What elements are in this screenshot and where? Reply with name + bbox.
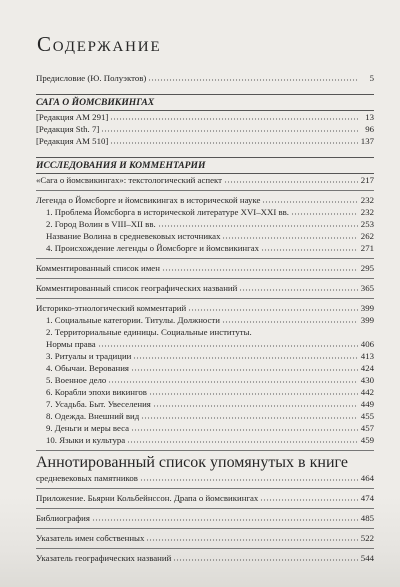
- page-number: 399: [360, 303, 374, 313]
- page-number: 413: [360, 351, 374, 361]
- dot-leader: [149, 389, 358, 395]
- toc-entry[interactable]: [36, 422, 374, 434]
- dot-leader: [101, 126, 358, 132]
- page-number: 253: [360, 219, 374, 229]
- page-number: 232: [360, 207, 374, 217]
- toc-entry-label: Комментированный список географических названий: [36, 283, 238, 293]
- toc-entry-label: Аннотированный список упомянутых в книге: [36, 454, 348, 471]
- dot-leader: [140, 475, 358, 481]
- toc-entry[interactable]: [36, 206, 374, 218]
- toc-entry[interactable]: [36, 434, 374, 446]
- page-number: 442: [360, 387, 374, 397]
- page-number: 295: [360, 263, 374, 273]
- toc-entry[interactable]: [36, 532, 374, 544]
- toc-entry-label: 1. Социальные категории. Титулы. Должности: [46, 315, 220, 325]
- dot-leader: [98, 341, 358, 347]
- toc-entry[interactable]: [36, 374, 374, 386]
- dot-leader: [110, 114, 358, 120]
- page-number: 399: [360, 315, 374, 325]
- entry-separator: [36, 190, 374, 191]
- toc-entry-label: «Сага о йомсвикингах»: текстологический аспект: [36, 175, 222, 185]
- toc-entry-label: 7. Усадьба. Быт. Увеселения: [46, 399, 151, 409]
- toc-entry[interactable]: [36, 302, 374, 314]
- page-number: 474: [360, 493, 374, 503]
- toc-entry[interactable]: [36, 282, 374, 294]
- page-number: 424: [360, 363, 374, 373]
- toc-entry[interactable]: [36, 111, 374, 123]
- dot-leader: [262, 197, 358, 203]
- toc-entry[interactable]: [36, 410, 374, 422]
- entry-separator: [36, 488, 374, 489]
- page-number: 430: [360, 375, 374, 385]
- toc-entry-label: 4. Происхождение легенды о Йомсборге и йомсвикингах: [46, 243, 260, 253]
- entry-separator: [36, 528, 374, 529]
- toc-entry[interactable]: [36, 242, 374, 254]
- toc-entry-label: [Редакция Sth. 7]: [36, 124, 100, 134]
- toc-entry[interactable]: [36, 512, 374, 524]
- toc-entry[interactable]: [36, 218, 374, 230]
- toc-entry-label: 10. Языки и культура: [46, 435, 126, 445]
- dot-leader: [158, 221, 358, 227]
- section-heading: ИССЛЕДОВАНИЯ И КОММЕНТАРИИ: [36, 157, 374, 174]
- dot-leader: [222, 233, 358, 239]
- entry-separator: [36, 548, 374, 549]
- page-number: 464: [360, 473, 374, 483]
- dot-leader: [92, 515, 358, 521]
- dot-leader: [261, 245, 358, 251]
- dot-leader: [131, 365, 358, 371]
- toc-entry-label: Указатель имен собственных: [36, 533, 145, 543]
- toc-entry[interactable]: [36, 135, 374, 147]
- dot-leader: [188, 305, 358, 311]
- dot-leader: [108, 377, 358, 383]
- dot-leader: [127, 437, 358, 443]
- toc-entry-label: 1. Проблема Йомсборга в исторической литературе XVI–XXI вв.: [46, 207, 289, 217]
- page-number: 459: [360, 435, 374, 445]
- page-number: 455: [360, 411, 374, 421]
- dot-leader: [141, 413, 358, 419]
- entry-separator: [36, 508, 374, 509]
- toc-entry-label: 2. Территориальные единицы. Социальные институты.: [46, 327, 252, 337]
- dot-leader: [224, 177, 358, 183]
- toc-entry[interactable]: [36, 314, 374, 326]
- page-number: 5: [369, 73, 374, 83]
- toc-entry-label: Комментированный список имен: [36, 263, 160, 273]
- dot-leader: [148, 75, 358, 81]
- page-number: 137: [360, 136, 374, 146]
- toc-entry-label: 4. Обычаи. Верования: [46, 363, 129, 373]
- page-number: 406: [360, 339, 374, 349]
- entry-separator: [36, 298, 374, 299]
- toc-entry[interactable]: [36, 386, 374, 398]
- entry-separator: [36, 258, 374, 259]
- page-number: 13: [365, 112, 374, 122]
- toc-entry[interactable]: [36, 194, 374, 206]
- dot-leader: [131, 425, 358, 431]
- toc-entry-label: Библиография: [36, 513, 90, 523]
- dot-leader: [291, 209, 358, 215]
- page-number: 271: [360, 243, 374, 253]
- page-number: 232: [360, 195, 374, 205]
- page-title: Содержание: [37, 32, 162, 56]
- toc-entry[interactable]: [36, 230, 374, 242]
- toc-entry[interactable]: [36, 454, 374, 484]
- toc-entry-label: 6. Корабли эпохи викингов: [46, 387, 147, 397]
- toc-entry-label: Приложение. Бьярни Кольбейнссон. Драпа о йомсвикингах: [36, 493, 259, 503]
- toc-entry[interactable]: [36, 398, 374, 410]
- dot-leader: [153, 401, 358, 407]
- section-heading: САГА О ЙОМСВИКИНГАХ: [36, 94, 374, 111]
- toc-entry-label: 5. Военное дело: [46, 375, 107, 385]
- dot-leader: [133, 353, 358, 359]
- toc-entry[interactable]: [36, 552, 374, 564]
- toc-entry-label: Предисловие (Ю. Полуэктов): [36, 73, 147, 83]
- page-number: 449: [360, 399, 374, 409]
- dot-leader: [260, 495, 358, 501]
- page-number: 544: [360, 553, 374, 563]
- toc-entry[interactable]: [36, 72, 374, 84]
- toc-entry[interactable]: [36, 174, 374, 186]
- toc-entry[interactable]: [36, 350, 374, 362]
- page-number: 365: [360, 283, 374, 293]
- page-number: 485: [360, 513, 374, 523]
- toc-entry-last-line: [36, 472, 374, 484]
- dot-leader: [173, 555, 358, 561]
- table-of-contents: [36, 72, 374, 564]
- toc-entry-label: 9. Деньги и меры веса: [46, 423, 130, 433]
- page-number: 522: [360, 533, 374, 543]
- toc-entry-label: [Редакция AM 510]: [36, 136, 109, 146]
- page-number: 96: [365, 124, 374, 134]
- toc-entry-label: 3. Ритуалы и традиции: [46, 351, 132, 361]
- toc-entry-label: 8. Одежда. Внешний вид: [46, 411, 140, 421]
- toc-entry-last-line: [46, 338, 374, 350]
- toc-entry-label: Название Волина в средневековых источниках: [46, 231, 221, 241]
- toc-entry[interactable]: [36, 362, 374, 374]
- toc-entry-label: средневековых памятников: [36, 473, 138, 483]
- entry-separator: [36, 278, 374, 279]
- page-number: 457: [360, 423, 374, 433]
- toc-entry[interactable]: [36, 492, 374, 504]
- toc-entry[interactable]: [36, 123, 374, 135]
- toc-entry-label: Историко-этнологический комментарий: [36, 303, 187, 313]
- dot-leader: [222, 317, 358, 323]
- dot-leader: [146, 535, 358, 541]
- toc-entry[interactable]: [36, 262, 374, 274]
- entry-separator: [36, 450, 374, 451]
- dot-leader: [110, 138, 358, 144]
- toc-entry-label: Нормы права: [46, 339, 96, 349]
- toc-entry-label: 2. Город Волин в VIII–XII вв.: [46, 219, 156, 229]
- toc-entry-label: [Редакция AM 291]: [36, 112, 109, 122]
- dot-leader: [239, 285, 358, 291]
- toc-entry[interactable]: [36, 326, 374, 350]
- page-number: 217: [360, 175, 374, 185]
- page-number: 262: [360, 231, 374, 241]
- toc-entry-label: Легенда о Йомсборге и йомсвикингах в исторической науке: [36, 195, 261, 205]
- toc-entry-label: Указатель географических названий: [36, 553, 172, 563]
- dot-leader: [162, 265, 358, 271]
